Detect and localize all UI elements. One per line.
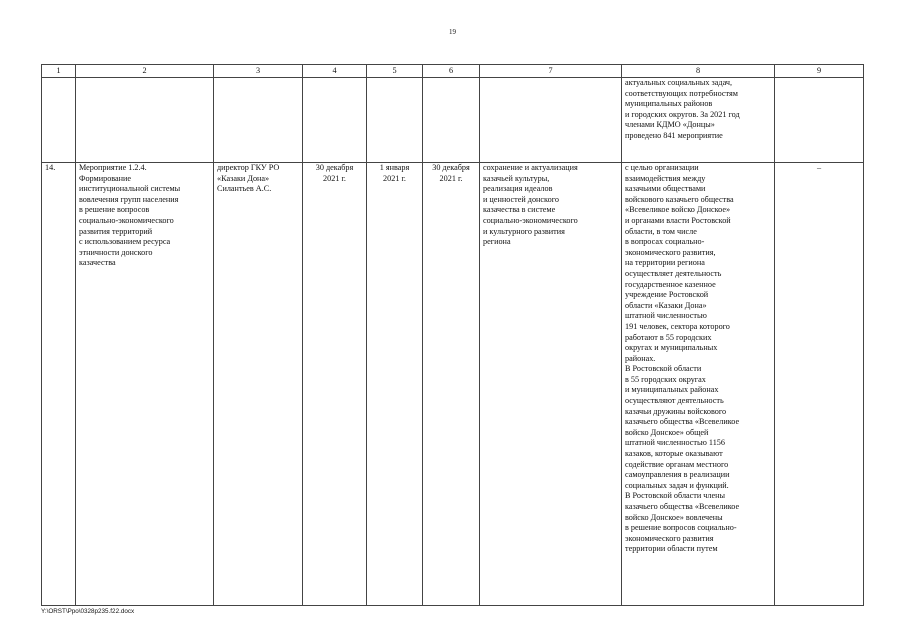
- event-name: Мероприятие 1.2.4. Формирование институциональной системы вовлечения групп населения в решение вопросов социально-экономического развития территорий с использованием ресурса этничности донского казачества: [76, 163, 214, 606]
- cell: [480, 78, 622, 163]
- cell: [423, 78, 480, 163]
- cell: [214, 78, 303, 163]
- expected-result: сохранение и актуализация казачьей культуры, реализация идеалов и ценностей донского казачества в системе социально-экономического и культурного развития региона: [480, 163, 622, 606]
- continuation-actual-text: актуальных социальных задач, соответствующих потребностям муниципальных районов и городских округов. За 2021 год членами КДМО «Донцы» проведено 841 мероприятие: [622, 78, 775, 163]
- header-col-7: 7: [480, 65, 622, 78]
- cell: [42, 78, 76, 163]
- table-row-14: [42, 163, 864, 606]
- header-col-1: 1: [42, 65, 76, 78]
- continuation-row: [42, 78, 864, 163]
- cell: [367, 78, 423, 163]
- actual-result: с целью организации взаимодействия между казачьими обществами войскового казачьего общества «Всевеликое войско Донское» и органами власти Ростовской области, в том числе в вопросах социально- экономического развития, на территории региона осуществляет деятельность государственное казенное учреждение Ростовской области «Казаки Дона» штатной численностью 191 человек, сектора которого работают в 55 городских округах и муниципальных районах. В Ростовской области в 55 городских округах и муниципальных районах осуществляют деятельность казачьи дружины войскового казачьего общества «Всевеликое войско Донское» общей штатной численностью 1156 казаков, которые оказывают содействие органам местного самоуправления в реализации социальных задач и функций. В Ростовской области члены казачьего общества «Всевеликое войско Донское» вовлечены в решение вопросов социально- экономического развития территории области путем: [622, 163, 775, 606]
- header-col-4: 4: [303, 65, 367, 78]
- page-number: 19: [449, 28, 456, 36]
- planned-end-date: 30 декабря 2021 г.: [303, 163, 367, 606]
- row-number: 14.: [42, 163, 76, 606]
- actual-start-date: 1 января 2021 г.: [367, 163, 423, 606]
- header-row: [42, 65, 864, 78]
- actual-end-date: 30 декабря 2021 г.: [423, 163, 480, 606]
- cell: [303, 78, 367, 163]
- cell: [775, 78, 864, 163]
- header-col-5: 5: [367, 65, 423, 78]
- header-col-3: 3: [214, 65, 303, 78]
- reasons-cell: –: [775, 163, 864, 606]
- events-table: [41, 64, 864, 606]
- header-col-9: 9: [775, 65, 864, 78]
- executor: директор ГКУ РО «Казаки Дона» Силантьев А.С.: [214, 163, 303, 606]
- header-col-8: 8: [622, 65, 775, 78]
- file-path-footer: Y:\ORST\Ppo\0328p235.f22.docx: [41, 608, 135, 615]
- cell: [76, 78, 214, 163]
- header-col-6: 6: [423, 65, 480, 78]
- header-col-2: 2: [76, 65, 214, 78]
